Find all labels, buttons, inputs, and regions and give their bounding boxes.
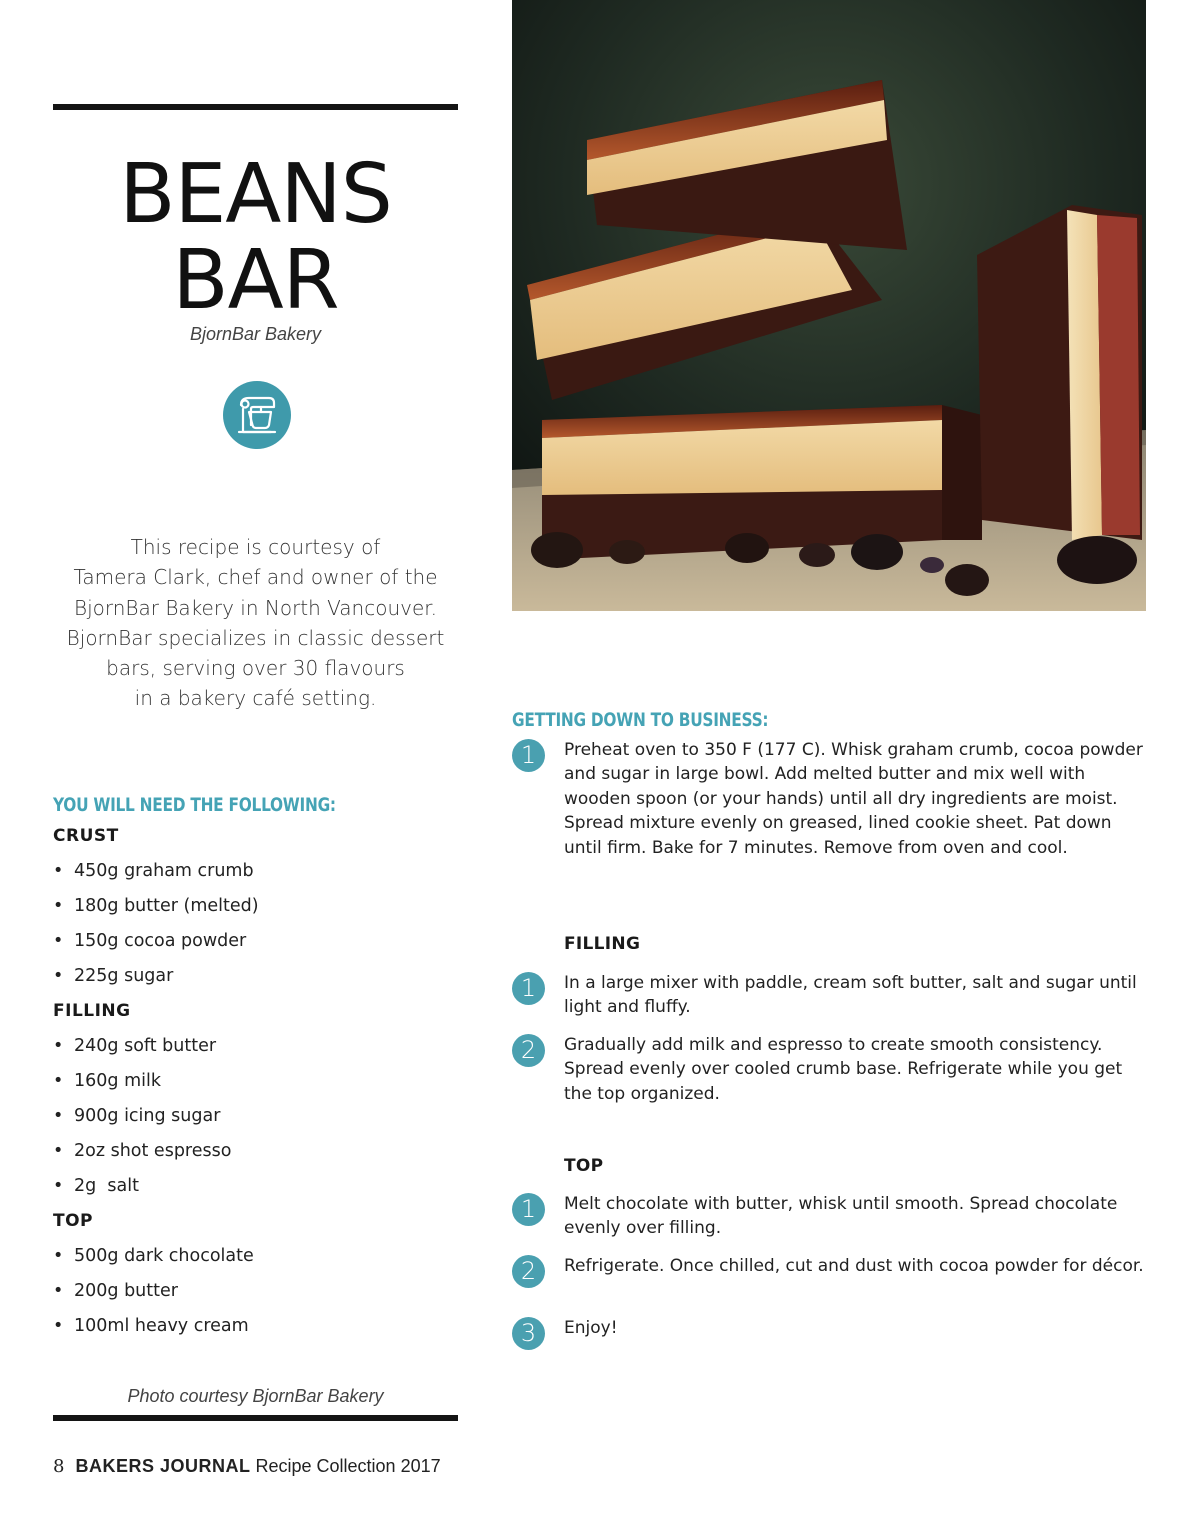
step-number-badge: 2: [512, 1034, 545, 1067]
title-line-2: BAR: [172, 233, 339, 328]
publication-name: BAKERS JOURNAL: [75, 1456, 251, 1476]
title-line-1: BEANS: [119, 147, 392, 242]
intro-line: Tamera Clark, chef and owner of the: [73, 565, 438, 590]
ingredient-group-title: TOP: [53, 1211, 94, 1231]
page-number: 8: [53, 1456, 65, 1477]
method-step: [512, 1033, 1152, 1106]
step-text: Enjoy!: [564, 1318, 618, 1338]
filling-steps-2: [512, 1033, 1152, 1106]
top-steps-3: [512, 1316, 1152, 1347]
ingredient-item: • 450g graham crumb: [53, 861, 254, 881]
top-steps-title: TOP: [564, 1156, 604, 1176]
ingredient-item: • 2g salt: [53, 1176, 139, 1196]
recipe-subtitle: BjornBar Bakery: [189, 324, 322, 344]
intro-line: This recipe is courtesy of: [130, 535, 381, 559]
ingredient-item: • 500g dark chocolate: [53, 1246, 254, 1266]
filling-steps: [512, 971, 1152, 1020]
ingredient-item: • 100ml heavy cream: [53, 1316, 249, 1336]
intro-line: BjornBar Bakery in North Vancouver.: [73, 595, 438, 620]
ingredient-item: • 200g butter: [53, 1281, 178, 1301]
ingredients-list: [53, 824, 453, 1349]
recipe-photo: [512, 0, 1146, 611]
intro-line: bars, serving over 30 flavours: [106, 656, 405, 681]
ingredient-item: • 240g soft butter: [53, 1036, 217, 1056]
method-step: [512, 971, 1152, 1020]
ingredient-group-title: FILLING: [53, 1001, 131, 1021]
filling-steps-title: FILLING: [564, 934, 641, 954]
ingredient-item: • 900g icing sugar: [53, 1106, 221, 1126]
ingredient-item: • 150g cocoa powder: [53, 931, 247, 951]
step-text: Preheat oven to 350 F (177 C). Whisk graham crumb, cocoa powder and sugar in large bowl. Add melted butter and mix well with wooden spoon (or your hands) until all dry ingredients are moist. Spread mixture evenly on greased, lined cookie sheet. Pat down until firm. Bake for 7 minutes. Remove from oven and cool.: [564, 740, 1143, 858]
step-number-badge: 2: [512, 1255, 545, 1288]
crust-steps: [512, 738, 1152, 860]
ingredient-group-title: CRUST: [53, 826, 119, 846]
step-number-badge: 1: [512, 739, 545, 772]
bottom-rule: [53, 1415, 458, 1421]
ingredient-item: • 2oz shot espresso: [53, 1141, 232, 1161]
stand-mixer-icon: [223, 381, 291, 449]
method-step: [512, 1316, 1152, 1347]
recipe-title: [53, 147, 458, 328]
method-step: [512, 1192, 1152, 1241]
step-number-badge: 1: [512, 972, 545, 1005]
ingredient-item: • 160g milk: [53, 1071, 161, 1091]
method-step: [512, 1254, 1152, 1285]
intro-line: BjornBar specializes in classic dessert: [66, 625, 445, 650]
step-text: Melt chocolate with butter, whisk until smooth. Spread chocolate evenly over filling.: [564, 1194, 1118, 1239]
ingredient-item: • 225g sugar: [53, 966, 174, 986]
step-text: Gradually add milk and espresso to create smooth consistency. Spread evenly over cooled crumb base. Refrigerate while you get the top organized.: [564, 1035, 1123, 1104]
ingredients-heading: YOU WILL NEED THE FOLLOWING:: [53, 794, 336, 816]
step-text: Refrigerate. Once chilled, cut and dust with cocoa powder for décor.: [564, 1256, 1144, 1276]
ingredient-item: • 180g butter (melted): [53, 896, 259, 916]
top-rule: [53, 104, 458, 110]
method-heading: GETTING DOWN TO BUSINESS:: [512, 709, 769, 731]
intro-line: in a bakery café setting.: [134, 686, 377, 711]
edition-label: Recipe Collection 2017: [255, 1456, 441, 1476]
step-text: In a large mixer with paddle, cream soft butter, salt and sugar until light and fluffy.: [564, 973, 1137, 1018]
top-steps-2: [512, 1254, 1152, 1285]
step-number-badge: 1: [512, 1193, 545, 1226]
intro-paragraph: [53, 532, 458, 714]
photo-credit: Photo courtesy BjornBar Bakery: [127, 1386, 384, 1406]
page-footer: [53, 1456, 441, 1477]
top-steps: [512, 1192, 1152, 1241]
method-step: [512, 738, 1152, 860]
step-number-badge: 3: [512, 1317, 545, 1350]
